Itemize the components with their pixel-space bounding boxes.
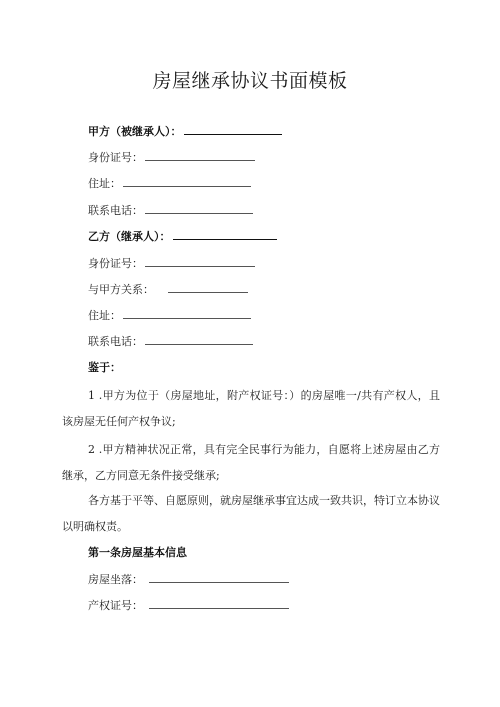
- property-cert-blank[interactable]: [149, 595, 289, 609]
- party-b-phone-blank[interactable]: [145, 331, 253, 345]
- party-a-phone-label: 联系电话：: [88, 204, 143, 217]
- party-a-id-label: 身份证号：: [88, 151, 143, 164]
- party-b-relation-label: 与甲方关系：: [88, 283, 154, 296]
- property-cert-label: 产权证号：: [88, 599, 143, 612]
- party-b-phone-row: [88, 331, 253, 351]
- house-location-row: [88, 569, 289, 589]
- party-a-phone-row: [88, 200, 253, 220]
- party-b-name-blank[interactable]: [173, 226, 277, 240]
- house-location-blank[interactable]: [149, 569, 289, 583]
- party-a-phone-blank[interactable]: [145, 200, 253, 214]
- whereas-label: 鉴于：: [88, 361, 121, 374]
- party-b-id-blank[interactable]: [145, 253, 255, 267]
- party-b-address-row: [88, 305, 251, 325]
- party-b-relation-blank[interactable]: [168, 279, 248, 293]
- party-a-name-blank[interactable]: [184, 121, 282, 135]
- party-a-address-row: [88, 173, 251, 193]
- house-location-label: 房屋坐落：: [88, 573, 143, 586]
- document-title: 房屋继承协议书面模板: [152, 70, 348, 92]
- party-a-label: 甲方（被继承人）：: [88, 125, 182, 138]
- party-b-id-row: [88, 253, 255, 273]
- party-a-address-blank[interactable]: [123, 173, 251, 187]
- party-a-row: [88, 121, 282, 141]
- party-a-address-label: 住址：: [88, 177, 121, 190]
- article-1-heading: [88, 543, 187, 563]
- whereas-clause-3: 各方基于平等、自愿原则，就房屋继承事宜达成一致共识，特订立本协议以明确权责。: [62, 494, 440, 533]
- party-b-relation-row: [88, 279, 248, 299]
- party-b-address-label: 住址：: [88, 309, 121, 322]
- article-1-heading-text: 第一条房屋基本信息: [88, 546, 187, 559]
- whereas-clause-2: 2 .甲方精神状况正常，具有完全民事行为能力，自愿将上述房屋由乙方继承，乙方同意无条件接受继承;: [62, 443, 440, 482]
- party-b-row: [88, 226, 277, 246]
- party-b-address-blank[interactable]: [123, 305, 251, 319]
- party-b-id-label: 身份证号：: [88, 257, 143, 270]
- whereas-clause-1: 1 .甲方为位于（房屋地址，附产权证号：）的房屋唯一/共有产权人，且该房屋无任何产权争议;: [62, 389, 440, 428]
- whereas-heading: [88, 358, 121, 378]
- party-b-phone-label: 联系电话：: [88, 335, 143, 348]
- party-b-label: 乙方（继承人）：: [88, 230, 171, 243]
- party-a-id-blank[interactable]: [145, 147, 255, 161]
- property-cert-row: [88, 595, 289, 615]
- party-a-id-row: [88, 147, 255, 167]
